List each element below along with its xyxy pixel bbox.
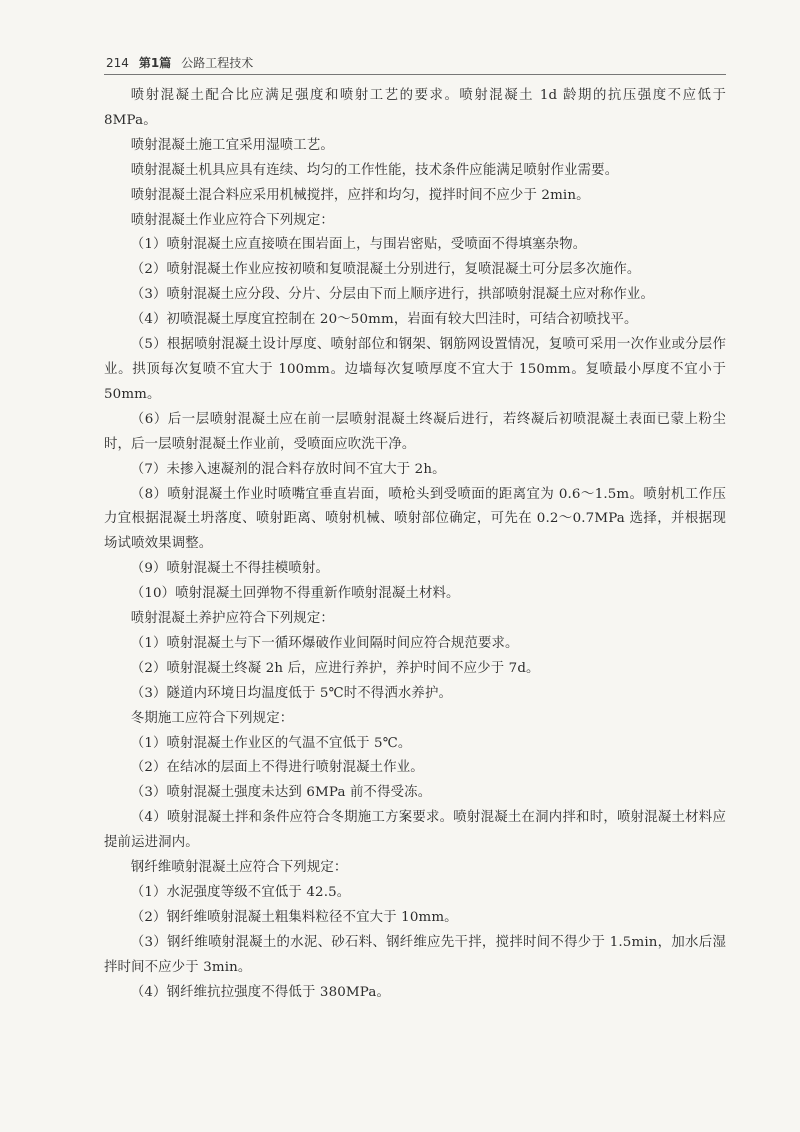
list-item: （3）喷射混凝土强度未达到 6MPa 前不得受冻。: [130, 785, 432, 801]
list-item: （2）喷射混凝土作业应按初喷和复喷混凝土分别进行，复喷混凝土可分层多次施作。: [130, 262, 641, 278]
list-item: （1）喷射混凝土应直接喷在围岩面上，与围岩密贴，受喷面不得填塞杂物。: [130, 237, 587, 253]
list-item: （2）钢纤维喷射混凝土粗集料粒径不宜大于 10mm。: [130, 909, 458, 925]
header-rule: [104, 74, 726, 75]
paragraph: 喷射混凝土施工宜采用湿喷工艺。: [130, 137, 334, 153]
paragraph: 喷射混凝土配合比应满足强度和喷射工艺的要求。喷射混凝土 1d 龄期的抗压强度不应低于 8MPa。: [104, 88, 726, 128]
list-item: （4）喷射混凝土拌和条件应符合冬期施工方案要求。喷射混凝土在洞内拌和时，喷射混凝土材料应提前运进洞内。: [104, 810, 726, 851]
list-item: （5）根据喷射混凝土设计厚度、喷射部位和钢架、钢筋网设置情况，复喷可采用一次作业或分层作业。拱顶每次复喷不宜大于 100mm。边墙每次复喷厚度不宜大于 150mm。复喷最小厚度不宜小于 50mm。: [104, 337, 726, 402]
list-item: （10）喷射混凝土回弹物不得重新作喷射混凝土材料。: [130, 586, 460, 602]
page-body: [104, 84, 726, 1006]
list-item: （4）初喷混凝土厚度宜控制在 20～50mm，岩面有较大凹洼时，可结合初喷找平。: [130, 312, 638, 328]
list-item: （2）喷射混凝土终凝 2h 后，应进行养护，养护时间不应少于 7d。: [130, 660, 540, 676]
part-label: 第1篇: [138, 56, 172, 70]
paragraph: 喷射混凝土养护应符合下列规定：: [130, 611, 334, 627]
paragraph: 喷射混凝土机具应具有连续、均匀的工作性能，技术条件应能满足喷射作业需要。: [130, 162, 619, 178]
list-item: （3）喷射混凝土应分段、分片、分层由下而上顺序进行，拱部喷射混凝土应对称作业。: [130, 287, 655, 303]
running-header: [106, 54, 726, 71]
list-item: （4）钢纤维抗拉强度不得低于 380MPa。: [130, 984, 391, 1000]
page-number: 214: [106, 56, 129, 70]
list-item: （7）未掺入速凝剂的混合料存放时间不宜大于 2h。: [130, 461, 446, 477]
paragraph: 钢纤维喷射混凝土应符合下列规定：: [130, 860, 348, 876]
paragraph: 喷射混凝土作业应符合下列规定：: [130, 212, 334, 228]
list-item: （2）在结冰的层面上不得进行喷射混凝土作业。: [130, 760, 424, 776]
paragraph: 冬期施工应符合下列规定：: [130, 710, 294, 726]
list-item: （6）后一层喷射混凝土应在前一层喷射混凝土终凝后进行，若终凝后初喷混凝土表面已蒙上粉尘时，后一层喷射混凝土作业前，受喷面应吹洗干净。: [104, 411, 726, 452]
list-item: （1）喷射混凝土与下一循环爆破作业间隔时间应符合规范要求。: [130, 635, 519, 651]
list-item: （1）水泥强度等级不宜低于 42.5。: [130, 885, 351, 900]
list-item: （3）钢纤维喷射混凝土的水泥、砂石料、钢纤维应先干拌，搅拌时间不得少于 1.5min，加水后湿拌时间不应少于 3min。: [104, 934, 726, 975]
list-item: （1）喷射混凝土作业区的气温不宜低于 5℃。: [130, 735, 412, 751]
list-item: （9）喷射混凝土不得挂模喷射。: [130, 561, 330, 577]
list-item: （8）喷射混凝土作业时喷嘴宜垂直岩面，喷枪头到受喷面的距离宜为 0.6～1.5m。喷射机工作压力宜根据混凝土坍落度、喷射距离、喷射机械、喷射部位确定，可先在 0.2～0.7MPa 选择，并根据现场试喷效果调整。: [104, 486, 726, 552]
paragraph: 喷射混凝土混合料应采用机械搅拌，应拌和均匀，搅拌时间不应少于 2min。: [130, 187, 590, 203]
section-title: 公路工程技术: [181, 56, 254, 70]
list-item: （3）隧道内环境日均温度低于 5℃时不得洒水养护。: [130, 685, 453, 701]
